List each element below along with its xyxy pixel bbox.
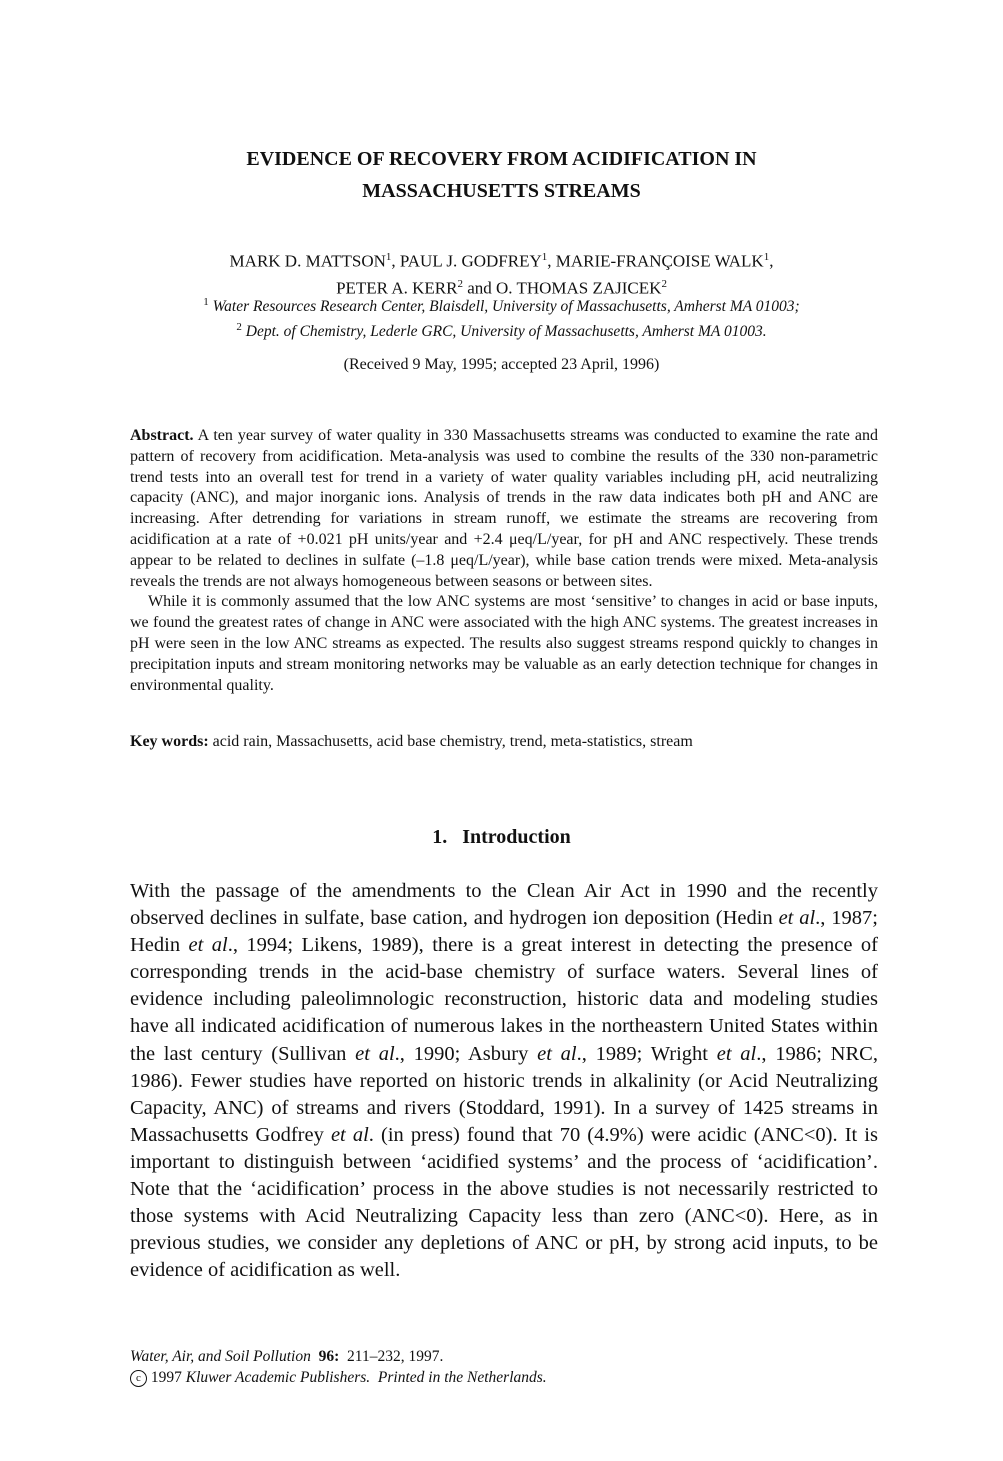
author-name: O. THOMAS ZAJICEK [495, 278, 662, 298]
copyright-line: c 1997 Kluwer Academic Publishers. Printed in the Netherlands. [130, 1367, 547, 1388]
keywords-text: acid rain, Massachusetts, acid base chemistry, trend, meta-statistics, stream [212, 733, 693, 750]
author-name: MARK D. MATTSON [229, 251, 386, 271]
abstract-paragraph-2: While it is commonly assumed that the low ANC systems are most ‘sensitive’ to changes in acid or base inputs, we found the greatest rates of change in ANC were associated with the high ANC systems. The greatest increases in pH were seen in the low ANC streams as expected. The results also suggest streams respond quickly to changes in precipitation inputs and stream monitoring networks may be valuable as an early detection technique for changes in environmental quality. [130, 593, 878, 694]
author-name: MARIE-FRANÇOISE WALK [555, 251, 764, 271]
received-dates: (Received 9 May, 1995; accepted 23 April, 1996) [343, 356, 660, 373]
affiliation-2: $^2$ Dept. of Chemistry, Lederle GRC, University of Massachusetts, Amherst MA 01003. [236, 321, 767, 341]
printed-location: Printed in the Netherlands. [377, 1369, 547, 1386]
introduction-paragraph: With the passage of the amendments to the Clean Air Act in 1990 and the recently observed declines in sulfate, base cation, and hydrogen ion deposition (Hedin et al., 1987; Hedin et al., 1994; Likens, 1989), there is a great interest in detecting the presence of corresponding trends in the acid-base chemistry of surface waters. Several lines of evidence including paleolimnologic reconstruction, historic data and modeling studies have all indicated acidification of numerous lakes in the northeastern United States within the last century (Sullivan et al., 1990; Asbury et al., 1989; Wright et al., 1986; NRC, 1986). Fewer studies have reported on historic trends in alkalinity (or Acid Neutralizing Capacity, ANC) of streams and rivers (Stoddard, 1991). In a survey of 1425 streams in Massachusetts Godfrey et al. (in press) found that 70 (4.9%) were acidic (ANC<0). It is important to distinguish between ‘acidified systems’ and the process of ‘acidification’. Note that the ‘acidification’ process in the above studies is not necessarily restricted to those systems with Acid Neutralizing Capacity less than zero (ANC<0). Here, as in previous studies, we consider any depletions of ANC or pH, by strong acid inputs, to be evidence of acidification as well. [130, 880, 878, 1282]
keywords-label: Key words: [130, 733, 209, 750]
affiliations [0, 292, 1003, 342]
affiliation-1: $^1$ Water Resources Research Center, Blaisdell, University of Massachusetts, Amherst MA 01003; [203, 296, 800, 316]
journal-citation [130, 1346, 547, 1367]
paper-title [0, 143, 1003, 207]
author-line-2: PETER A. KERR$^2$ and O. THOMAS ZAJICEK$^2$ [336, 277, 667, 298]
journal-name: Water, Air, and Soil Pollution [130, 1348, 311, 1365]
journal-footer [130, 1346, 547, 1388]
publisher-name: Kluwer Academic Publishers. [185, 1369, 371, 1386]
keywords [130, 733, 878, 751]
abstract-paragraph-1: Abstract. A ten year survey of water quality in 330 Massachusetts streams was conducted to examine the rate and pattern of recovery from acidification. Meta-analysis was used to combine the results of the 330 non-parametric trend tests into an overall test for trend in a variety of water quality variables including pH, acid neutralizing capacity (ANC), and major inorganic ions. Analysis of trends in the raw data indicates both pH and ANC are increasing. After detrending for variations in stream runoff, we estimate the streams are recovering from acidification at a rate of +0.021 pH units/year and +2.4 μeq/L/year, for pH and ANC respectively. These trends appear to be related to declines in sulfate (–1.8 μeq/L/year), while base cation trends were mixed. Meta-analysis reveals the trends are not always homogeneous between seasons or between sites. [130, 427, 878, 590]
journal-pages: 211–232, 1997. [347, 1348, 444, 1365]
author-name: PAUL J. GODFREY [399, 251, 542, 271]
copyright-icon: c [130, 1370, 147, 1387]
author-line-1: MARK D. MATTSON$^1$, PAUL J. GODFREY$^1$, MARIE-FRANÇOISE WALK$^1$, [229, 251, 774, 271]
abstract-label: Abstract. [130, 427, 194, 444]
abstract [130, 426, 878, 696]
author-name: PETER A. KERR [336, 278, 458, 298]
title-line-2: MASSACHUSETTS STREAMS [362, 180, 641, 202]
title-line-1: EVIDENCE OF RECOVERY FROM ACIDIFICATION IN [246, 148, 757, 170]
journal-volume: 96: [318, 1348, 340, 1365]
section-heading-introduction: 1. Introduction [432, 826, 571, 848]
